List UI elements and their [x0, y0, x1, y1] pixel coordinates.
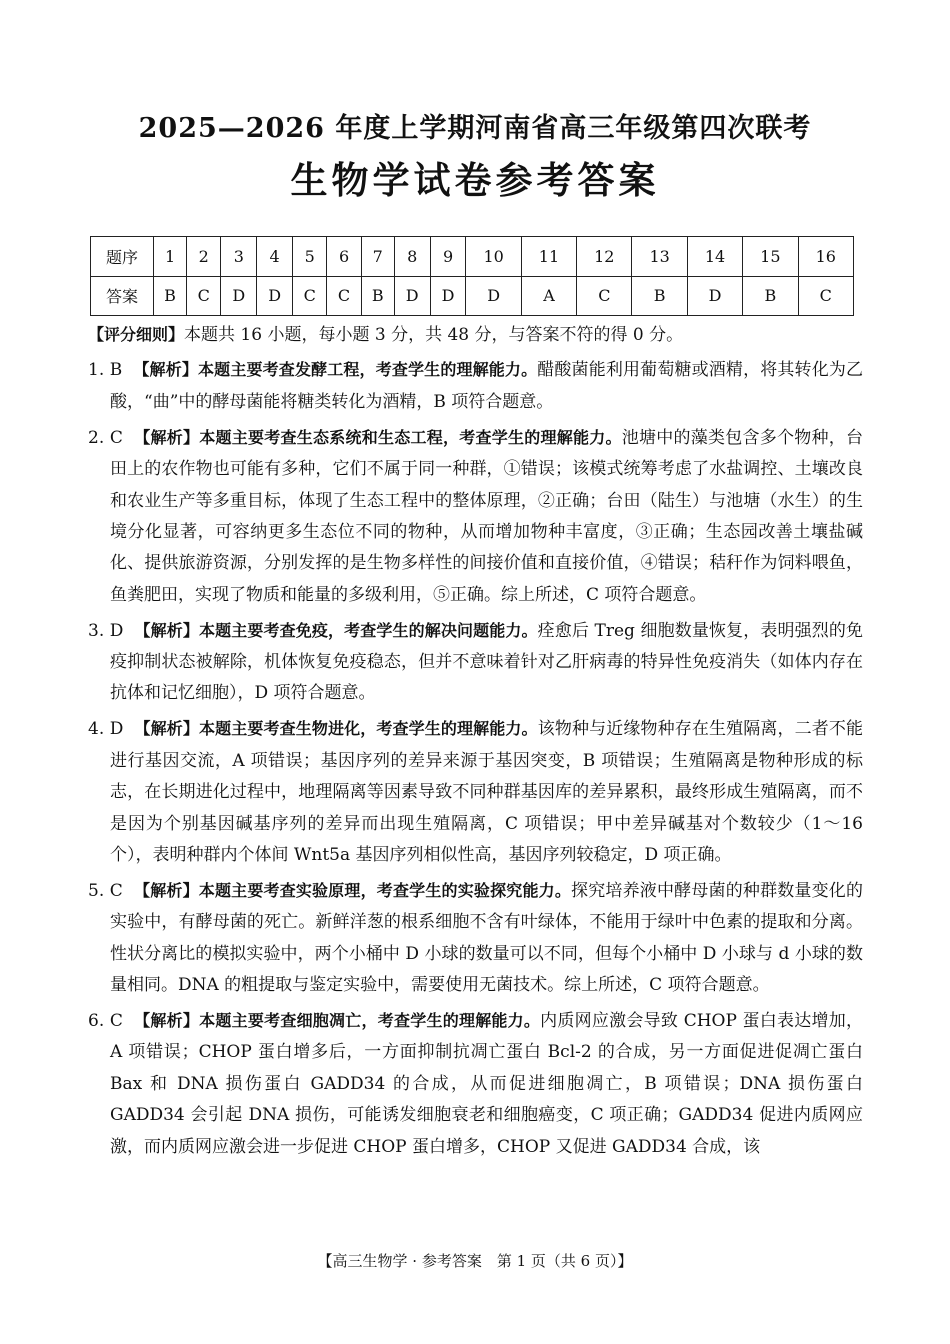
- analysis-tag: 【解析】: [134, 719, 199, 739]
- answer-cell: B: [743, 276, 798, 316]
- question-number: 15: [743, 237, 798, 277]
- question-number: 13: [632, 237, 687, 277]
- item-number: 5. C: [88, 880, 123, 901]
- question-number: 6: [327, 237, 361, 277]
- analysis-text: 痊愈后 Treg 细胞数量恢复，表明强烈的免疫抑制状态被解除，机体恢复免疫稳态，但并不意味着针对乙肝病毒的特异性免疫消失（如体内存在抗体和记忆细胞），D 项符合题意。: [110, 620, 863, 704]
- answer-explanation: [88, 615, 863, 710]
- analysis-text: 醋酸菌能利用葡萄糖或酒精，将其转化为乙酸，“曲”中的酵母菌能将糖类转化为酒精，B 项符合题意。: [110, 360, 864, 412]
- answer-header: 答案: [91, 276, 154, 316]
- answer-cell: B: [361, 276, 394, 316]
- answer-row: [91, 276, 854, 316]
- answer-cell: D: [687, 276, 742, 316]
- analysis-tag: 【解析】: [133, 360, 199, 380]
- analysis-tag: 【解析】: [134, 427, 200, 447]
- question-number: 12: [577, 237, 632, 277]
- analysis-tag: 【解析】: [134, 620, 199, 640]
- answers-body: [88, 319, 863, 1167]
- answer-cell: C: [327, 276, 361, 316]
- page-footer: 【高三生物学 · 参考答案 第 1 页（共 6 页）】: [317, 1252, 633, 1270]
- analysis-tag: 【解析】: [134, 880, 199, 900]
- question-number: 7: [361, 237, 394, 277]
- answer-explanation: [88, 354, 863, 418]
- answer-cell: C: [187, 276, 221, 316]
- answer-cell: D: [257, 276, 293, 316]
- answer-cell: A: [521, 276, 576, 316]
- question-number: 8: [394, 237, 430, 277]
- answer-explanation: [88, 422, 863, 611]
- analysis-summary: 本题主要考查免疫，考查学生的解决问题能力。: [198, 620, 538, 640]
- analysis-tag: 【解析】: [134, 1011, 200, 1031]
- answer-cell: B: [154, 276, 187, 316]
- answer-explanation: [88, 875, 863, 1002]
- item-number: 1. B: [88, 360, 123, 381]
- answer-cell: B: [632, 276, 687, 316]
- analysis-summary: 本题主要考查实验原理，考查学生的实验探究能力。: [198, 880, 572, 900]
- question-number: 1: [154, 237, 187, 277]
- item-number: 3. D: [88, 620, 124, 641]
- answer-cell: D: [430, 276, 466, 316]
- question-number-header: 题序: [91, 237, 154, 277]
- item-number: 4. D: [88, 719, 124, 740]
- question-number: 2: [187, 237, 221, 277]
- analysis-summary: 本题主要考查发酵工程，考查学生的理解能力。: [198, 360, 538, 380]
- answer-cell: C: [577, 276, 632, 316]
- question-number: 14: [687, 237, 742, 277]
- analysis-text: 探究培养液中酵母菌的种群数量变化的实验中，有酵母菌的死亡。新鲜洋葱的根系细胞不含有叶绿体，不能用于绿叶中色素的提取和分离。性状分离比的模拟实验中，两个小桶中 D 小球的数量可以不同，但每个小桶中 D 小球与 d 小球的数量相同。DNA 的粗提取与鉴定实验中，需要使用无菌技术。综上所述，C 项符合题意。: [110, 880, 863, 996]
- analysis-summary: 本题主要考查细胞凋亡，考查学生的理解能力。: [199, 1011, 541, 1031]
- answer-explanation: [88, 1005, 863, 1163]
- question-number: 5: [293, 237, 327, 277]
- question-number: 11: [521, 237, 576, 277]
- answer-cell: D: [466, 276, 521, 316]
- item-number: 2. C: [88, 427, 123, 448]
- rubric-label: 【评分细则】: [88, 325, 185, 344]
- question-number: 4: [257, 237, 293, 277]
- answer-cell: C: [798, 276, 853, 316]
- analysis-text: 该物种与近缘物种存在生殖隔离，二者不能进行基因交流，A 项错误；基因序列的差异来源于基因突变，B 项错误；生殖隔离是物种形成的标志，在长期进化过程中，地理隔离等因素导致不同种群基因库的差异累积，最终形成生殖隔离，而不是因为个别基因碱基序列的差异而出现生殖隔离，C 项错误；甲中差异碱基对个数较少（1～16 个），表明种群内个体间 Wnt5a 基因序列相似性高，基因序列较稳定，D 项正确。: [110, 719, 863, 865]
- analysis-text: 内质网应激会导致 CHOP 蛋白表达增加，A 项错误；CHOP 蛋白增多后，一方面抑制抗凋亡蛋白 Bcl-2 的合成，另一方面促进促凋亡蛋白 Bax 和 DNA 损伤蛋白 GADD34 的合成，从而促进细胞凋亡，B 项错误；DNA 损伤蛋白 GADD34 会引起 DNA 损伤，可能诱发细胞衰老和细胞癌变，C 项正确；GADD34 促进内质网应激，而内质网应激会进一步促进 CHOP 蛋白增多，CHOP 又促进 GADD34 合成，该: [110, 1011, 863, 1157]
- question-number: 10: [466, 237, 521, 277]
- rubric-text: 本题共 16 小题，每小题 3 分，共 48 分，与答案不符的得 0 分。: [184, 325, 684, 345]
- item-number: 6. C: [88, 1011, 123, 1032]
- analysis-text: 池塘中的藻类包含多个物种，台田上的农作物也可能有多种，它们不属于同一种群，①错误；该模式统筹考虑了水盐调控、土壤改良和农业生产等多重目标，体现了生态工程中的整体原理，②正确；台田（陆生）与池塘（水生）的生境分化显著，可容纳更多生态位不同的物种，从而增加物种丰富度，③正确；生态园改善土壤盐碱化、提供旅游资源，分别发挥的是生物多样性的间接价值和直接价值，④错误；秸秆作为饲料喂鱼，鱼粪肥田，实现了物质和能量的多级利用，⑤正确。综上所述，C 项符合题意。: [110, 427, 863, 605]
- exam-title: 2025—2026 年度上学期河南省高三年级第四次联考: [138, 113, 812, 144]
- answer-cell: C: [293, 276, 327, 316]
- answer-cell: D: [394, 276, 430, 316]
- analysis-summary: 本题主要考查生态系统和生态工程，考查学生的理解能力。: [199, 427, 622, 447]
- answer-explanation: [88, 713, 863, 871]
- document-title: 生物学试卷参考答案: [290, 158, 660, 202]
- question-number: 16: [798, 237, 853, 277]
- question-number-row: [91, 237, 854, 277]
- answer-cell: D: [221, 276, 257, 316]
- question-number: 9: [430, 237, 466, 277]
- analysis-summary: 本题主要考查生物进化，考查学生的理解能力。: [198, 719, 538, 739]
- question-number: 3: [221, 237, 257, 277]
- scoring-rubric: [88, 319, 863, 351]
- answer-table: [90, 236, 854, 316]
